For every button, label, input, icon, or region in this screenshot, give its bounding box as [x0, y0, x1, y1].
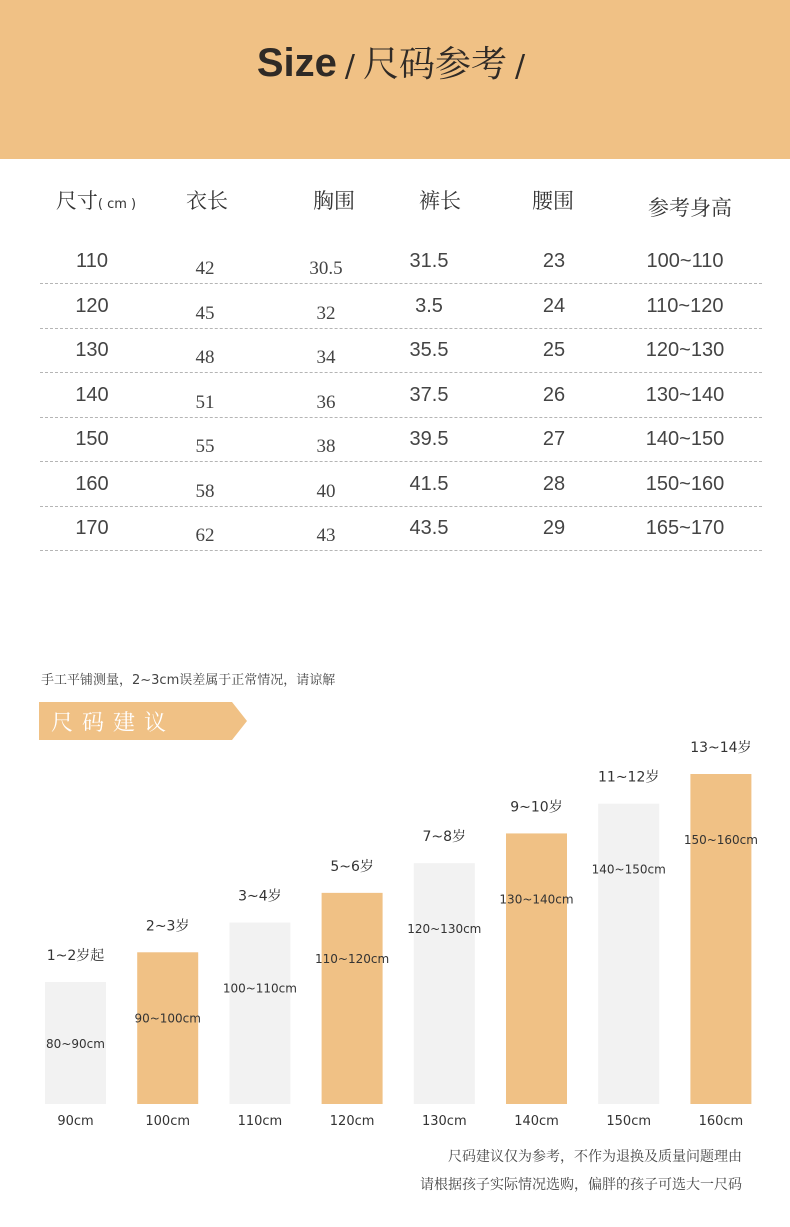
table-row [0, 517, 790, 561]
table-row [0, 250, 790, 294]
x-tick-label: 100cm [145, 1114, 191, 1129]
cell-chest: 30.5 [309, 258, 343, 279]
section-title: 尺码建议 [51, 711, 176, 736]
age-label: 2~3岁 [145, 918, 190, 935]
cell-height: 140~150 [645, 428, 725, 450]
bar-130cm [414, 863, 475, 1104]
cell-length: 42 [195, 258, 215, 279]
age-label: 13~14岁 [690, 740, 752, 756]
bar-110cm [229, 923, 290, 1104]
cell-length: 45 [195, 302, 215, 324]
table-header [0, 185, 790, 229]
x-tick-label: 160cm [698, 1114, 744, 1129]
cell-pants-length: 41.5 [409, 472, 449, 495]
cell-waist: 28 [542, 472, 566, 495]
age-label: 11~12岁 [598, 769, 660, 786]
bar-140cm [506, 833, 567, 1104]
cell-waist: 29 [542, 517, 566, 539]
header-height: 参考身高 [648, 196, 732, 220]
cell-height: 165~170 [645, 517, 725, 539]
cell-height: 100~110 [646, 250, 724, 272]
bar-150cm [598, 804, 659, 1104]
bar-120cm [322, 893, 383, 1104]
cell-length: 58 [195, 480, 215, 502]
bar-100cm [137, 952, 198, 1104]
x-tick-label: 130cm [421, 1114, 467, 1129]
cell-chest: 36 [316, 391, 336, 413]
row-divider [40, 283, 762, 284]
header-length: 衣长 [186, 189, 228, 213]
cell-chest: 40 [316, 480, 336, 502]
x-tick-label: 110cm [237, 1114, 283, 1129]
cell-size: 120 [75, 294, 109, 317]
cell-length: 48 [195, 347, 215, 368]
table-row [0, 428, 790, 472]
table-row [0, 384, 790, 428]
age-label: 7~8岁 [422, 829, 467, 846]
cell-chest: 43 [316, 525, 336, 546]
measurement-note: 手工平铺测量，2~3cm误差属于正常情况，请谅解 [41, 673, 336, 688]
cell-size: 130 [75, 339, 109, 361]
x-tick-label: 140cm [514, 1114, 559, 1129]
cell-length: 51 [195, 391, 215, 413]
cell-pants-length: 43.5 [409, 517, 449, 539]
title-chinese: 尺码参考 [363, 44, 508, 85]
height-range-label: 130~140cm [499, 892, 574, 907]
cell-waist: 24 [542, 294, 566, 317]
cell-waist: 27 [542, 428, 566, 450]
row-divider [40, 372, 762, 373]
cell-pants-length: 37.5 [409, 383, 449, 406]
row-divider [40, 461, 762, 462]
table-row [0, 295, 790, 339]
row-divider [40, 506, 762, 507]
cell-pants-length: 39.5 [409, 428, 449, 450]
age-label: 5~6岁 [330, 858, 374, 875]
cell-waist: 26 [542, 383, 566, 406]
height-range-label: 110~120cm [315, 951, 390, 966]
header-unit: ( cm ) [97, 197, 137, 212]
table-row [0, 339, 790, 383]
title-separator: / [344, 49, 356, 84]
cell-size: 110 [76, 250, 108, 272]
cell-waist: 23 [542, 250, 566, 272]
table-row [0, 473, 790, 517]
title-english: Size [256, 41, 337, 85]
height-range-label: 140~150cm [591, 862, 666, 877]
x-tick-label: 90cm [57, 1114, 94, 1129]
cell-size: 140 [75, 383, 109, 406]
row-divider [40, 417, 762, 418]
title-banner [0, 0, 790, 159]
header-pants-length: 裤长 [419, 189, 461, 213]
cell-size: 150 [75, 428, 109, 450]
cell-length: 55 [195, 436, 215, 457]
cell-waist: 25 [542, 339, 566, 361]
row-divider [40, 328, 762, 329]
cell-size: 160 [75, 472, 109, 495]
height-range-label: 100~110cm [222, 981, 297, 996]
cell-height: 150~160 [645, 472, 725, 495]
x-tick-label: 150cm [606, 1114, 652, 1129]
header-size: 尺寸( cm ) [55, 189, 137, 213]
height-range-label: 80~90cm [46, 1036, 105, 1051]
height-range-label: 120~130cm [407, 922, 482, 937]
title-end-slash: / [515, 49, 526, 84]
cell-chest: 38 [316, 436, 336, 457]
height-range-label: 90~100cm [134, 1011, 201, 1026]
age-label: 1~2岁起 [46, 948, 105, 964]
cell-height: 130~140 [645, 383, 725, 406]
header-waist: 腰围 [532, 189, 574, 213]
row-divider [40, 550, 762, 551]
footnote-advice: 请根据孩子实际情况选购，偏胖的孩子可选大一尺码 [420, 1177, 742, 1193]
header-chest: 胸围 [313, 189, 355, 213]
height-range-label: 150~160cm [683, 833, 758, 847]
cell-pants-length: 31.5 [409, 250, 449, 272]
cell-height: 120~130 [645, 339, 725, 361]
age-label: 3~4岁 [238, 888, 282, 905]
page-title [0, 36, 790, 87]
cell-size: 170 [75, 517, 109, 539]
bar-160cm [690, 774, 751, 1104]
size-recommendation-chart [0, 740, 790, 1135]
x-tick-label: 120cm [329, 1114, 375, 1129]
cell-pants-length: 3.5 [415, 294, 443, 317]
age-label: 9~10岁 [510, 799, 563, 816]
cell-height: 110~120 [646, 294, 724, 317]
cell-chest: 32 [316, 302, 336, 324]
footnote-disclaimer: 尺码建议仅为参考，不作为退换及质量问题理由 [448, 1149, 742, 1165]
cell-pants-length: 35.5 [409, 339, 449, 361]
section-tag [39, 702, 247, 740]
cell-chest: 34 [316, 347, 336, 368]
cell-length: 62 [195, 525, 215, 546]
